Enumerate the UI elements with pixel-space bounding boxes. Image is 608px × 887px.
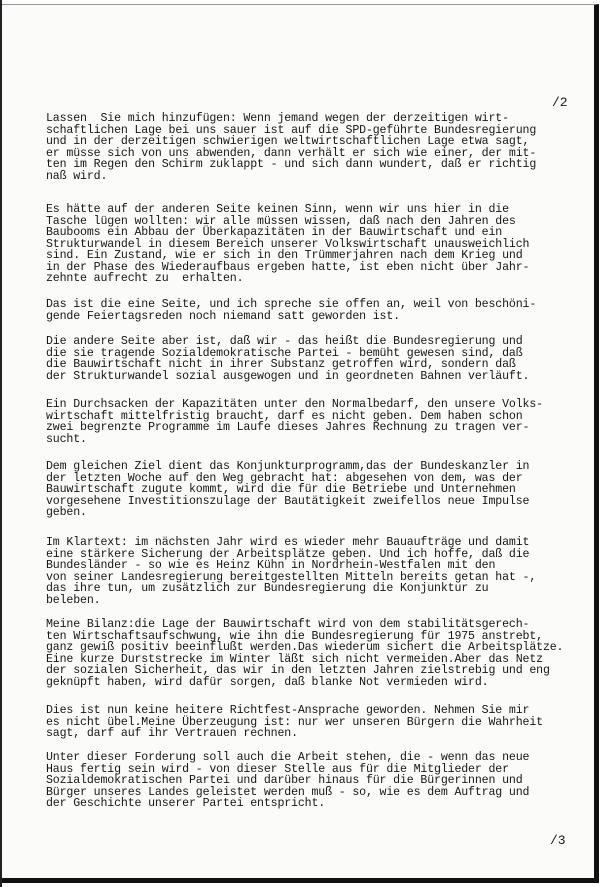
text-line: wirtschaft mittelfristig braucht, darf es nicht geben. Dem haben schon	[46, 409, 523, 423]
text-line: das ihre tun, um zusätzlich zur Bundesregierung die Konjunktur zu	[46, 582, 489, 595]
page-marker-top: /2	[552, 95, 568, 110]
text-line: Bundesländer - so wie es Heinz Kühn in Nordrhein-Westfalen mit den	[46, 559, 496, 572]
text-line: die sie tragende Sozialdemokratische Partei - bemüht gewesen sind, daß	[46, 346, 523, 360]
text-line: ganz gewiß positiv beeinflußt werden.Das wiederum sichert die Arbeitsplätze.	[46, 641, 564, 654]
paragraph-10	[46, 752, 566, 810]
paragraph-6	[46, 461, 566, 519]
text-line: Im Klartext: im nächsten Jahr wird es wieder mehr Bauaufträge und damit	[46, 536, 530, 549]
text-line: die Bauwirtschaft nicht in ihrer Substanz getroffen wird, sondern daß	[46, 358, 516, 371]
document-page	[2, 4, 599, 883]
page-marker-bottom: /3	[550, 833, 566, 848]
text-line: Strukturwandel in diesem Bereich unserer Volkswirtschaft unausweichlich	[46, 237, 530, 251]
paragraph-3	[46, 299, 566, 322]
text-line: sucht.	[46, 432, 87, 446]
text-line: Unter dieser Forderung soll auch die Arbeit stehen, die - wenn das neue	[46, 751, 530, 764]
text-line: ten im Regen den Schirm zuklappt - und sich dann wundert, daß er richtig	[46, 158, 537, 171]
text-line: Dies ist nun keine heitere Richtfest-Ansprache geworden. Nehmen Sie mir	[46, 704, 530, 717]
text-line: Die andere Seite aber ist, daß wir - das heißt die Bundesregierung und	[46, 335, 523, 348]
paragraph-4	[46, 336, 566, 382]
text-line: und in der derzeitigen schwierigen weltwirtschaftlichen Lage etwa sagt,	[46, 135, 530, 148]
text-line: zwei begrenzte Programme im Laufe dieses Jahres Rechnung zu tragen ver-	[46, 421, 530, 434]
text-line: der Strukturwandel sozial ausgewogen und in geordneten Bahnen verläuft.	[46, 369, 530, 383]
text-line: sagt, darf auf ihr Vertrauen rechnen.	[46, 727, 298, 740]
text-line: Baubooms ein Abbau der Überkapazitäten in der Bauwirtschaft und ein	[46, 226, 503, 239]
text-line: Bürger unseres Landes geleistet werden muß - so, wie es dem Auftrag und	[46, 785, 530, 799]
text-line: Meine Bilanz:die Lage der Bauwirtschaft wird von dem stabilitätsgerech-	[46, 618, 530, 631]
paragraph-1	[46, 113, 566, 182]
text-line: zehnte aufrecht zu erhalten.	[46, 272, 244, 285]
text-line: der Geschichte unserer Partei entspricht.	[46, 797, 326, 810]
text-line: geben.	[46, 506, 87, 519]
text-line: der sozialen Sicherheit, das wir in den letzten Jahren zielstrebig und eng	[46, 664, 550, 677]
text-line: Haus fertig sein wird - von dieser Stelle aus für die Mitglieder der	[46, 762, 509, 776]
text-line: gende Feiertagsreden noch niemand satt geworden ist.	[46, 309, 400, 323]
text-line: der letzten Woche auf den Weg gebracht hat: abgesehen von dem, was der	[46, 471, 523, 485]
paragraph-7	[46, 537, 566, 606]
text-line: er müsse sich von uns abwenden, dann verhält er sich wie einer, der mit-	[46, 146, 537, 160]
text-line: von seiner Landesregierung bereitgestellten Mitteln bereits getan hat -,	[46, 570, 537, 584]
text-line: Es hätte auf der anderen Seite keinen Sinn, wenn wir uns hier in die	[46, 203, 509, 216]
paragraph-9	[46, 705, 566, 740]
text-line: vorgesehene Investitionszulage der Bautätigkeit zweifellos neue Impulse	[46, 494, 530, 508]
text-line: naß wird.	[46, 169, 108, 183]
paragraph-8	[46, 619, 566, 688]
text-line: schaftlichen Lage bei uns sauer ist auf die SPD-geführte Bundesregierung	[46, 123, 537, 137]
text-line: sind. Ein Zustand, wie er sich in den Trümmerjahren nach dem Krieg und	[46, 249, 523, 262]
text-line: Tasche lügen wollten: wir alle müssen wissen, daß nach den Jahren des	[46, 214, 516, 228]
text-line: Dem gleichen Ziel dient das Konjunkturprogramm,das der Bundeskanzler in	[46, 460, 530, 473]
text-line: Eine kurze Durststrecke im Winter läßt sich nicht vermeiden.Aber das Netz	[46, 652, 543, 666]
text-line: Sozialdemokratischen Partei und darüber hinaus für die Bürgerinnen und	[46, 774, 523, 787]
text-line: es nicht übel.Meine Überzeugung ist: nur wer unseren Bürgern die Wahrheit	[46, 715, 543, 729]
paragraph-2	[46, 204, 566, 285]
text-line: beleben.	[46, 593, 101, 607]
text-line: Das ist die eine Seite, und ich spreche sie offen an, weil von beschöni-	[46, 298, 537, 311]
text-line: Ein Durchsacken der Kapazitäten unter den Normalbedarf, den unsere Volks-	[46, 398, 543, 411]
text-line: Bauwirtschaft zugute kommt, wird die für die Betriebe und Unternehmen	[46, 483, 516, 496]
text-line: Lassen Sie mich hinzufügen: Wenn jemand wegen der derzeitigen wirt-	[46, 112, 509, 125]
text-line: eine stärkere Sicherung der Arbeitsplätze geben. Und ich hoffe, daß die	[46, 547, 530, 561]
paragraph-5	[46, 399, 566, 445]
text-line: ten Wirtschaftsaufschwung, wie ihn die Bundesregierung für 1975 anstrebt,	[46, 629, 543, 643]
text-line: geknüpft haben, wird dafür sorgen, daß blanke Not vermieden wird.	[46, 675, 489, 689]
text-line: in der Phase des Wiederaufbaus ergeben hatte, ist eben nicht über Jahr-	[46, 260, 530, 274]
